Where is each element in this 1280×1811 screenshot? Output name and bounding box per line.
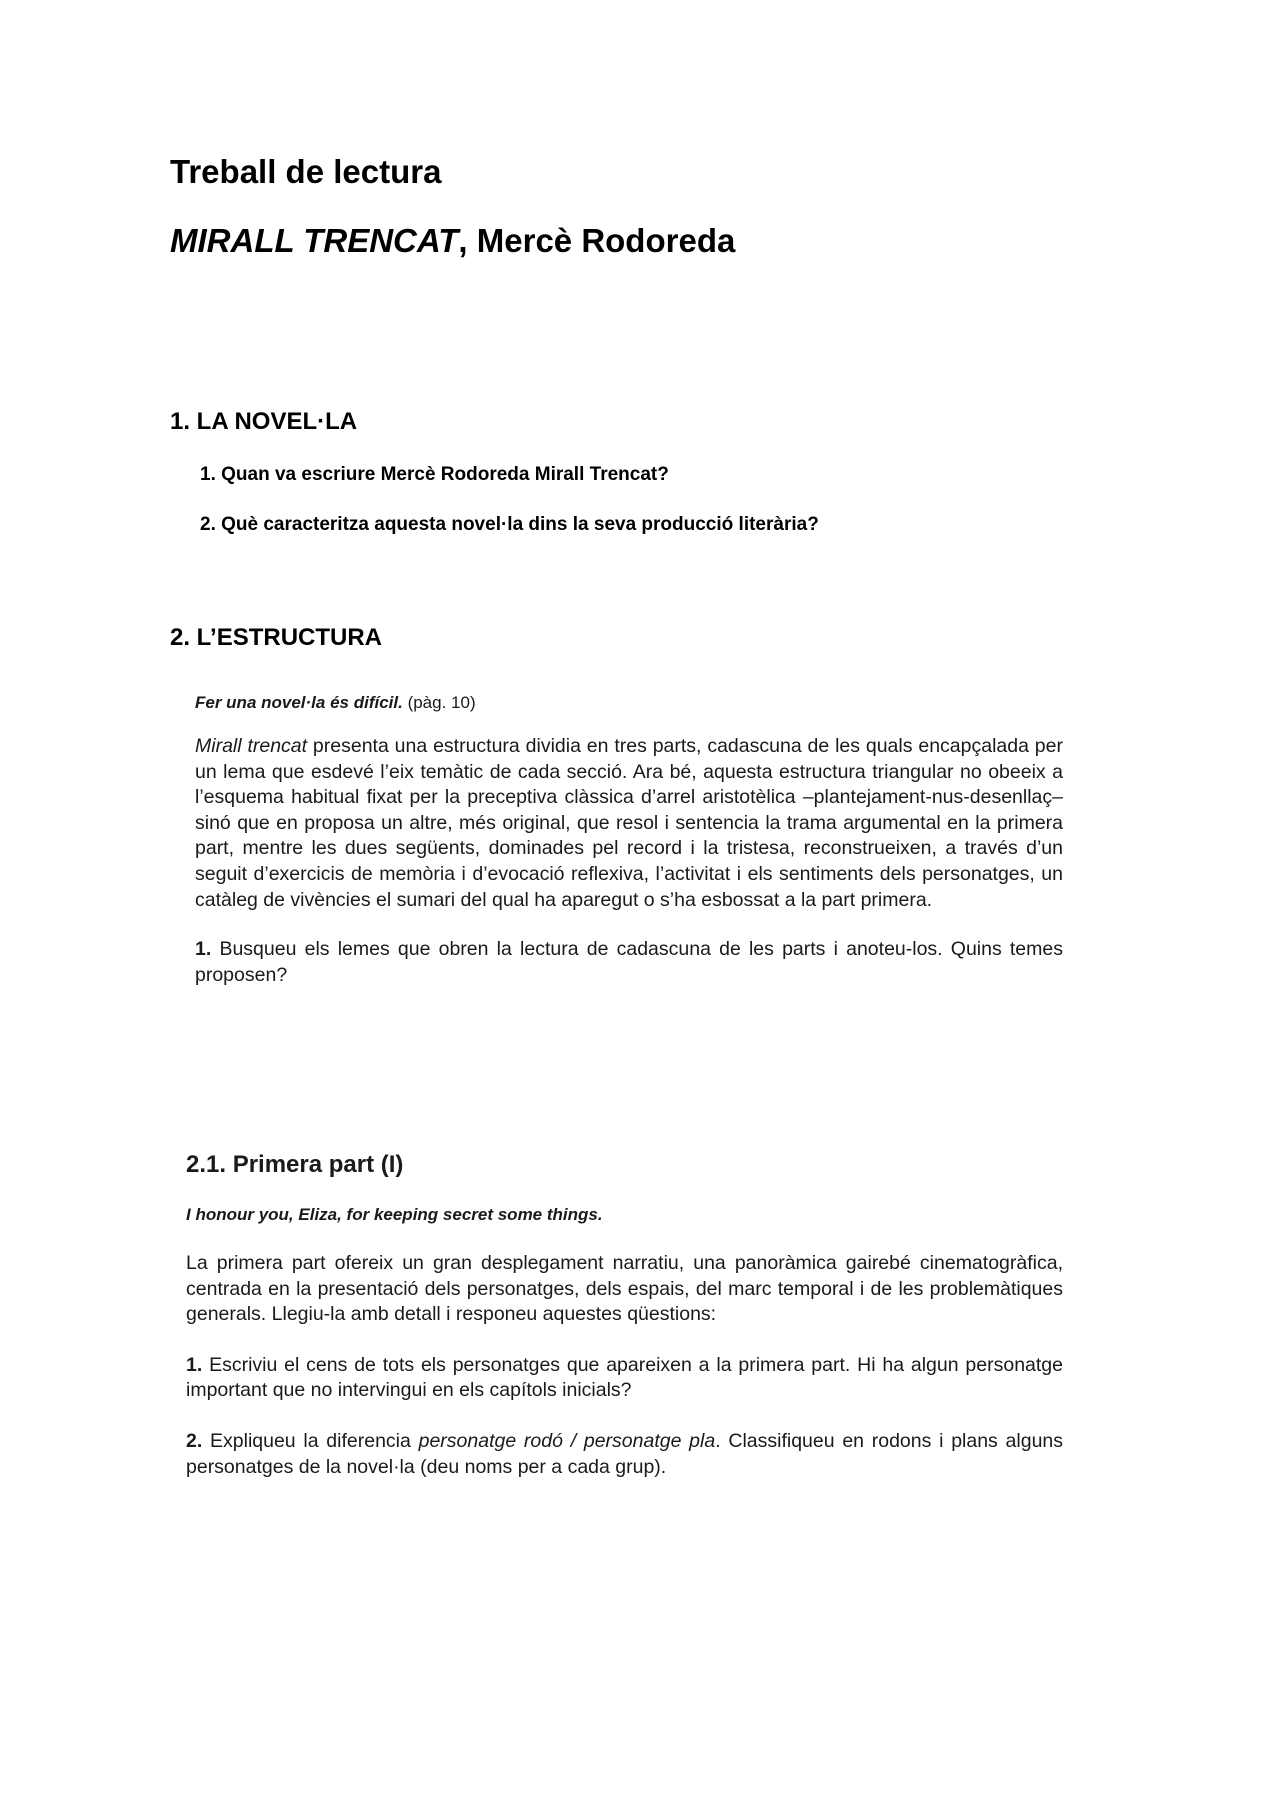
structure-lemma: Fer una novel·la és difícil. (pàg. 10) xyxy=(195,693,476,712)
question-item: 1. Quan va escriure Mercè Rodoreda Mirall Trencat? xyxy=(200,464,669,485)
subsection-heading-part-one: 2.1. Primera part (I) xyxy=(186,1151,404,1178)
document-subtitle xyxy=(170,222,735,260)
question-item: 2. Què caracteritza aquesta novel·la dins la seva producció literària? xyxy=(200,514,819,535)
author-name: , Mercè Rodoreda xyxy=(458,222,736,259)
section-heading-structure: 2. L’ESTRUCTURA xyxy=(170,624,383,651)
section-heading-novel: 1. LA NOVEL·LA xyxy=(170,408,358,435)
structure-excerpt xyxy=(195,692,1063,988)
part-one-lemma: I honour you, Eliza, for keeping secret some things. xyxy=(186,1205,603,1224)
part-one-question-1: 1. Escriviu el cens de tots els personatges que apareixen a la primera part. Hi ha algun personatge important que no intervingui en els capítols inicials? xyxy=(186,1353,1063,1402)
structure-paragraph: Mirall trencat presenta una estructura dividia en tres parts, cadascuna de les quals encapçalada per un lema que esdevé l’eix temàtic de cada secció. Ara bé, aquesta estructura triangular no obeeix a l’esquema habitual fixat per la preceptiva clàssica d’arrel aristotèlica –plantejament-nus-desenllaç– sinó que en proposa un altre, més original, que resol i sentencia la trama argumental en la primera part, mentre les dues següents, dominades pel record i la tristesa, reconstrueixen, a través d’un seguit d’exercicis de memòria i d’evocació reflexiva, l’activitat i els sentiments dels personatges, un catàleg de vivències el sumari del qual ha aparegut o s’ha esbossat a la part primera. xyxy=(195,735,1063,911)
part-one-paragraph: La primera part ofereix un gran desplegament narratiu, una panoràmica gairebé cinematogràfica, centrada en la presentació dels personatges, dels espais, del marc temporal i de les problemàtiques generals. Llegiu-la amb detall i responeu aquestes qüestions: xyxy=(186,1252,1063,1326)
part-one-excerpt xyxy=(186,1251,1063,1480)
novel-title: MIRALL TRENCAT xyxy=(170,222,459,259)
structure-question: 1. Busqueu els lemes que obren la lectura de cadascuna de les parts i anoteu-los. Quins temes proposen? xyxy=(195,938,1063,986)
part-one-question-2: 2. Expliqueu la diferencia personatge rodó / personatge pla. Classifiqueu en rodons i plans alguns personatges de la novel·la (deu noms per a cada grup). xyxy=(186,1429,1064,1478)
document-title: Treball de lectura xyxy=(170,153,442,190)
